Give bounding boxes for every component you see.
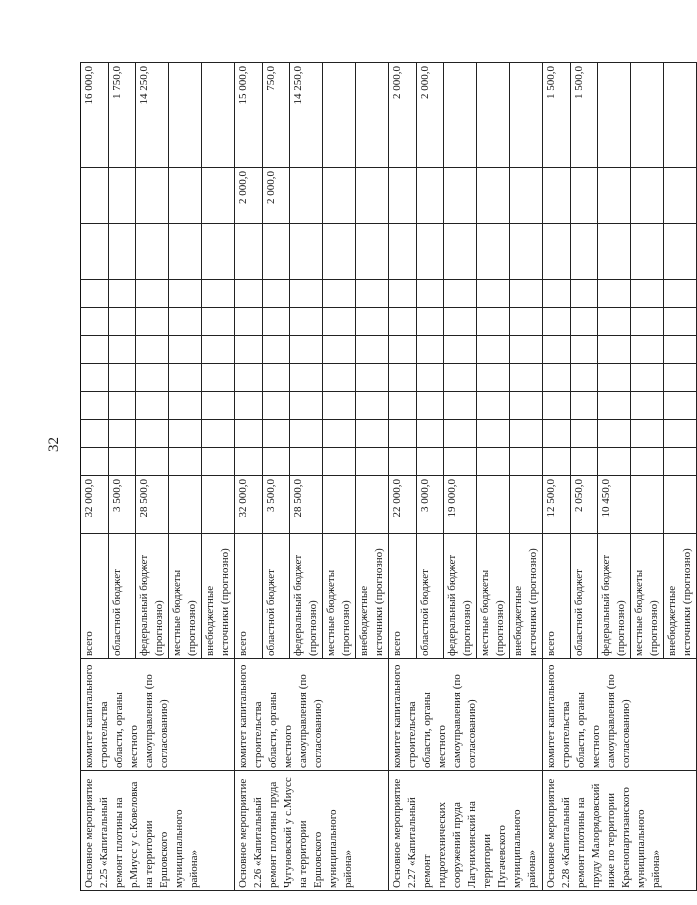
value-cell <box>136 336 169 364</box>
funding-source-cell: местные бюджеты (прогнозно) <box>477 534 510 659</box>
value-cell: 1 500,0 <box>543 63 571 168</box>
value-cell <box>598 336 631 364</box>
value-cell <box>571 364 598 392</box>
measure-name-cell: Основное мероприятие 2.26 «Капитальный ремонт плотины пруда Чугуновский у с.Миусс на территории Ершовского муниципального района» <box>235 771 389 891</box>
value-cell <box>477 448 510 476</box>
value-cell <box>571 224 598 280</box>
measure-name-cell: Основное мероприятие 2.28 «Капитальный ремонт плотины на пруду Малорядовский ниже по территории Краснопартизанского муниципального района» <box>543 771 697 891</box>
value-cell <box>664 168 697 224</box>
value-cell <box>510 168 543 224</box>
value-cell <box>81 448 109 476</box>
funding-source-cell: федеральный бюджет (прогнозно) <box>598 534 631 659</box>
value-cell <box>263 280 290 308</box>
funding-source-cell: всего <box>235 534 263 659</box>
value-cell <box>664 308 697 336</box>
value-cell <box>169 448 202 476</box>
value-cell <box>109 224 136 280</box>
value-cell <box>81 168 109 224</box>
value-cell <box>543 392 571 420</box>
value-cell <box>477 336 510 364</box>
value-cell <box>109 308 136 336</box>
value-cell <box>290 364 323 392</box>
value-cell: 1 750,0 <box>109 63 136 168</box>
value-cell <box>169 336 202 364</box>
value-cell <box>389 336 417 364</box>
table-row <box>543 63 571 891</box>
value-cell <box>323 224 356 280</box>
value-cell <box>664 364 697 392</box>
value-cell <box>356 168 389 224</box>
value-cell <box>136 168 169 224</box>
page-number: 32 <box>46 437 62 452</box>
value-cell <box>664 420 697 448</box>
value-cell: 2 000,0 <box>417 63 444 168</box>
value-cell <box>543 168 571 224</box>
value-cell <box>417 280 444 308</box>
value-cell <box>81 336 109 364</box>
value-cell <box>109 420 136 448</box>
funding-source-cell: всего <box>389 534 417 659</box>
value-cell <box>169 168 202 224</box>
funding-source-cell: федеральный бюджет (прогнозно) <box>290 534 323 659</box>
value-cell <box>571 308 598 336</box>
funding-source-cell: внебюджетные источники (прогнозно) <box>356 534 389 659</box>
value-cell <box>202 280 235 308</box>
funding-source-cell: областной бюджет <box>417 534 444 659</box>
value-cell <box>235 280 263 308</box>
value-cell <box>356 336 389 364</box>
value-cell <box>81 392 109 420</box>
value-cell: 3 500,0 <box>109 476 136 534</box>
value-cell <box>510 63 543 168</box>
value-cell <box>444 448 477 476</box>
value-cell <box>444 224 477 280</box>
funding-source-cell: федеральный бюджет (прогнозно) <box>136 534 169 659</box>
value-cell <box>202 448 235 476</box>
measure-name-cell: Основное мероприятие 2.25 «Капитальный ремонт плотины на р.Миусс у с.Ковеловка на территории Ершовского муниципального района» <box>81 771 235 891</box>
executor-cell: комитет капитального строительства области, органы местного самоуправления (по согласованию) <box>235 659 389 771</box>
value-cell <box>109 448 136 476</box>
value-cell <box>290 168 323 224</box>
value-cell: 32 000,0 <box>81 476 109 534</box>
executor-cell: комитет капитального строительства области, органы местного самоуправления (по согласованию) <box>81 659 235 771</box>
value-cell <box>263 364 290 392</box>
value-cell <box>323 336 356 364</box>
value-cell <box>543 308 571 336</box>
value-cell <box>235 308 263 336</box>
value-cell <box>543 336 571 364</box>
value-cell <box>263 308 290 336</box>
value-cell: 19 000,0 <box>444 476 477 534</box>
value-cell <box>510 420 543 448</box>
value-cell <box>417 392 444 420</box>
value-cell <box>510 336 543 364</box>
value-cell <box>235 448 263 476</box>
value-cell <box>290 336 323 364</box>
value-cell <box>136 308 169 336</box>
value-cell <box>631 224 664 280</box>
value-cell: 10 450,0 <box>598 476 631 534</box>
value-cell <box>389 364 417 392</box>
funding-table <box>80 62 697 891</box>
value-cell <box>417 448 444 476</box>
value-cell <box>323 448 356 476</box>
value-cell <box>444 392 477 420</box>
value-cell <box>169 308 202 336</box>
value-cell <box>169 420 202 448</box>
value-cell <box>290 308 323 336</box>
value-cell <box>477 476 510 534</box>
value-cell <box>169 280 202 308</box>
value-cell: 32 000,0 <box>235 476 263 534</box>
value-cell <box>323 392 356 420</box>
value-cell <box>235 224 263 280</box>
value-cell <box>202 63 235 168</box>
value-cell <box>477 63 510 168</box>
value-cell <box>323 308 356 336</box>
value-cell <box>202 168 235 224</box>
value-cell <box>571 392 598 420</box>
value-cell <box>169 63 202 168</box>
value-cell <box>323 476 356 534</box>
value-cell <box>136 420 169 448</box>
value-cell <box>477 308 510 336</box>
value-cell <box>136 364 169 392</box>
value-cell <box>290 420 323 448</box>
value-cell <box>263 420 290 448</box>
value-cell <box>417 336 444 364</box>
value-cell <box>356 280 389 308</box>
value-cell <box>136 448 169 476</box>
value-cell <box>389 448 417 476</box>
value-cell <box>598 420 631 448</box>
value-cell <box>571 336 598 364</box>
rotated-table-region <box>80 63 693 891</box>
value-cell <box>202 420 235 448</box>
value-cell: 14 250,0 <box>290 63 323 168</box>
value-cell <box>202 364 235 392</box>
value-cell <box>631 392 664 420</box>
value-cell <box>417 308 444 336</box>
value-cell <box>543 364 571 392</box>
value-cell: 16 000,0 <box>81 63 109 168</box>
value-cell: 14 250,0 <box>136 63 169 168</box>
value-cell <box>510 280 543 308</box>
value-cell <box>510 448 543 476</box>
value-cell <box>598 364 631 392</box>
value-cell <box>356 448 389 476</box>
value-cell <box>81 420 109 448</box>
value-cell <box>631 364 664 392</box>
measure-name-cell: Основное мероприятие 2.27 «Капитальный ремонт гидротехнических сооружений пруда Лагунихинский на территории Пугачевского муниципального района» <box>389 771 543 891</box>
value-cell <box>290 224 323 280</box>
value-cell: 750,0 <box>263 63 290 168</box>
value-cell: 2 050,0 <box>571 476 598 534</box>
value-cell <box>631 308 664 336</box>
value-cell <box>169 392 202 420</box>
value-cell <box>631 280 664 308</box>
funding-source-cell: федеральный бюджет (прогнозно) <box>444 534 477 659</box>
value-cell <box>444 336 477 364</box>
value-cell <box>81 280 109 308</box>
funding-source-cell: внебюджетные источники (прогнозно) <box>664 534 697 659</box>
value-cell <box>235 392 263 420</box>
value-cell: 3 500,0 <box>263 476 290 534</box>
value-cell <box>235 336 263 364</box>
value-cell <box>477 224 510 280</box>
value-cell <box>571 420 598 448</box>
value-cell <box>664 476 697 534</box>
value-cell: 1 500,0 <box>571 63 598 168</box>
value-cell: 12 500,0 <box>543 476 571 534</box>
value-cell <box>631 63 664 168</box>
value-cell <box>323 63 356 168</box>
value-cell <box>571 168 598 224</box>
value-cell: 3 000,0 <box>417 476 444 534</box>
value-cell <box>477 392 510 420</box>
funding-source-cell: местные бюджеты (прогнозно) <box>169 534 202 659</box>
value-cell: 28 500,0 <box>290 476 323 534</box>
value-cell <box>389 224 417 280</box>
value-cell <box>109 392 136 420</box>
value-cell: 2 000,0 <box>235 168 263 224</box>
value-cell <box>356 392 389 420</box>
value-cell <box>444 280 477 308</box>
value-cell <box>109 168 136 224</box>
value-cell <box>136 224 169 280</box>
value-cell <box>631 476 664 534</box>
value-cell <box>290 392 323 420</box>
value-cell <box>109 364 136 392</box>
value-cell <box>323 420 356 448</box>
value-cell <box>136 280 169 308</box>
value-cell <box>571 448 598 476</box>
table-row <box>81 63 109 891</box>
funding-source-cell: областной бюджет <box>109 534 136 659</box>
table-row <box>235 63 263 891</box>
value-cell <box>169 476 202 534</box>
value-cell <box>169 224 202 280</box>
value-cell <box>389 392 417 420</box>
value-cell <box>444 168 477 224</box>
value-cell <box>323 168 356 224</box>
value-cell: 22 000,0 <box>389 476 417 534</box>
value-cell <box>510 476 543 534</box>
value-cell <box>356 364 389 392</box>
value-cell <box>389 168 417 224</box>
value-cell <box>263 224 290 280</box>
value-cell <box>664 63 697 168</box>
value-cell <box>444 364 477 392</box>
value-cell <box>598 448 631 476</box>
funding-source-cell: всего <box>81 534 109 659</box>
value-cell <box>543 448 571 476</box>
value-cell <box>356 308 389 336</box>
value-cell <box>631 168 664 224</box>
value-cell <box>543 280 571 308</box>
value-cell <box>290 448 323 476</box>
funding-source-cell: внебюджетные источники (прогнозно) <box>202 534 235 659</box>
value-cell <box>356 420 389 448</box>
value-cell <box>598 392 631 420</box>
value-cell <box>543 224 571 280</box>
value-cell <box>263 392 290 420</box>
value-cell <box>444 308 477 336</box>
value-cell <box>510 308 543 336</box>
value-cell <box>664 280 697 308</box>
value-cell <box>169 364 202 392</box>
value-cell <box>598 308 631 336</box>
value-cell <box>664 448 697 476</box>
value-cell <box>389 308 417 336</box>
funding-source-cell: областной бюджет <box>571 534 598 659</box>
value-cell <box>631 336 664 364</box>
value-cell <box>389 420 417 448</box>
value-cell: 15 000,0 <box>235 63 263 168</box>
value-cell <box>81 308 109 336</box>
value-cell <box>598 280 631 308</box>
value-cell <box>389 280 417 308</box>
value-cell <box>235 420 263 448</box>
value-cell <box>202 308 235 336</box>
value-cell <box>571 280 598 308</box>
value-cell <box>598 63 631 168</box>
table-row <box>389 63 417 891</box>
value-cell <box>664 392 697 420</box>
value-cell <box>598 168 631 224</box>
value-cell <box>477 280 510 308</box>
value-cell <box>323 364 356 392</box>
value-cell <box>109 280 136 308</box>
executor-cell: комитет капитального строительства области, органы местного самоуправления (по согласованию) <box>389 659 543 771</box>
value-cell <box>477 364 510 392</box>
value-cell <box>444 63 477 168</box>
funding-source-cell: местные бюджеты (прогнозно) <box>631 534 664 659</box>
value-cell <box>631 420 664 448</box>
funding-source-cell: внебюджетные источники (прогнозно) <box>510 534 543 659</box>
funding-source-cell: всего <box>543 534 571 659</box>
value-cell <box>81 224 109 280</box>
value-cell <box>235 364 263 392</box>
value-cell <box>81 364 109 392</box>
value-cell <box>598 224 631 280</box>
value-cell <box>510 224 543 280</box>
value-cell <box>356 476 389 534</box>
value-cell <box>202 476 235 534</box>
value-cell <box>543 420 571 448</box>
value-cell <box>417 224 444 280</box>
value-cell <box>136 392 169 420</box>
value-cell <box>263 336 290 364</box>
value-cell <box>510 392 543 420</box>
value-cell <box>263 448 290 476</box>
value-cell <box>664 224 697 280</box>
value-cell <box>202 336 235 364</box>
value-cell <box>664 336 697 364</box>
value-cell <box>477 168 510 224</box>
funding-source-cell: областной бюджет <box>263 534 290 659</box>
funding-source-cell: местные бюджеты (прогнозно) <box>323 534 356 659</box>
value-cell <box>417 420 444 448</box>
value-cell <box>417 168 444 224</box>
value-cell <box>444 420 477 448</box>
value-cell <box>290 280 323 308</box>
value-cell <box>631 448 664 476</box>
value-cell: 28 500,0 <box>136 476 169 534</box>
value-cell: 2 000,0 <box>263 168 290 224</box>
value-cell <box>202 224 235 280</box>
value-cell <box>109 336 136 364</box>
value-cell <box>510 364 543 392</box>
value-cell: 2 000,0 <box>389 63 417 168</box>
value-cell <box>356 63 389 168</box>
value-cell <box>417 364 444 392</box>
value-cell <box>356 224 389 280</box>
value-cell <box>477 420 510 448</box>
value-cell <box>202 392 235 420</box>
value-cell <box>323 280 356 308</box>
executor-cell: комитет капитального строительства области, органы местного самоуправления (по согласованию) <box>543 659 697 771</box>
